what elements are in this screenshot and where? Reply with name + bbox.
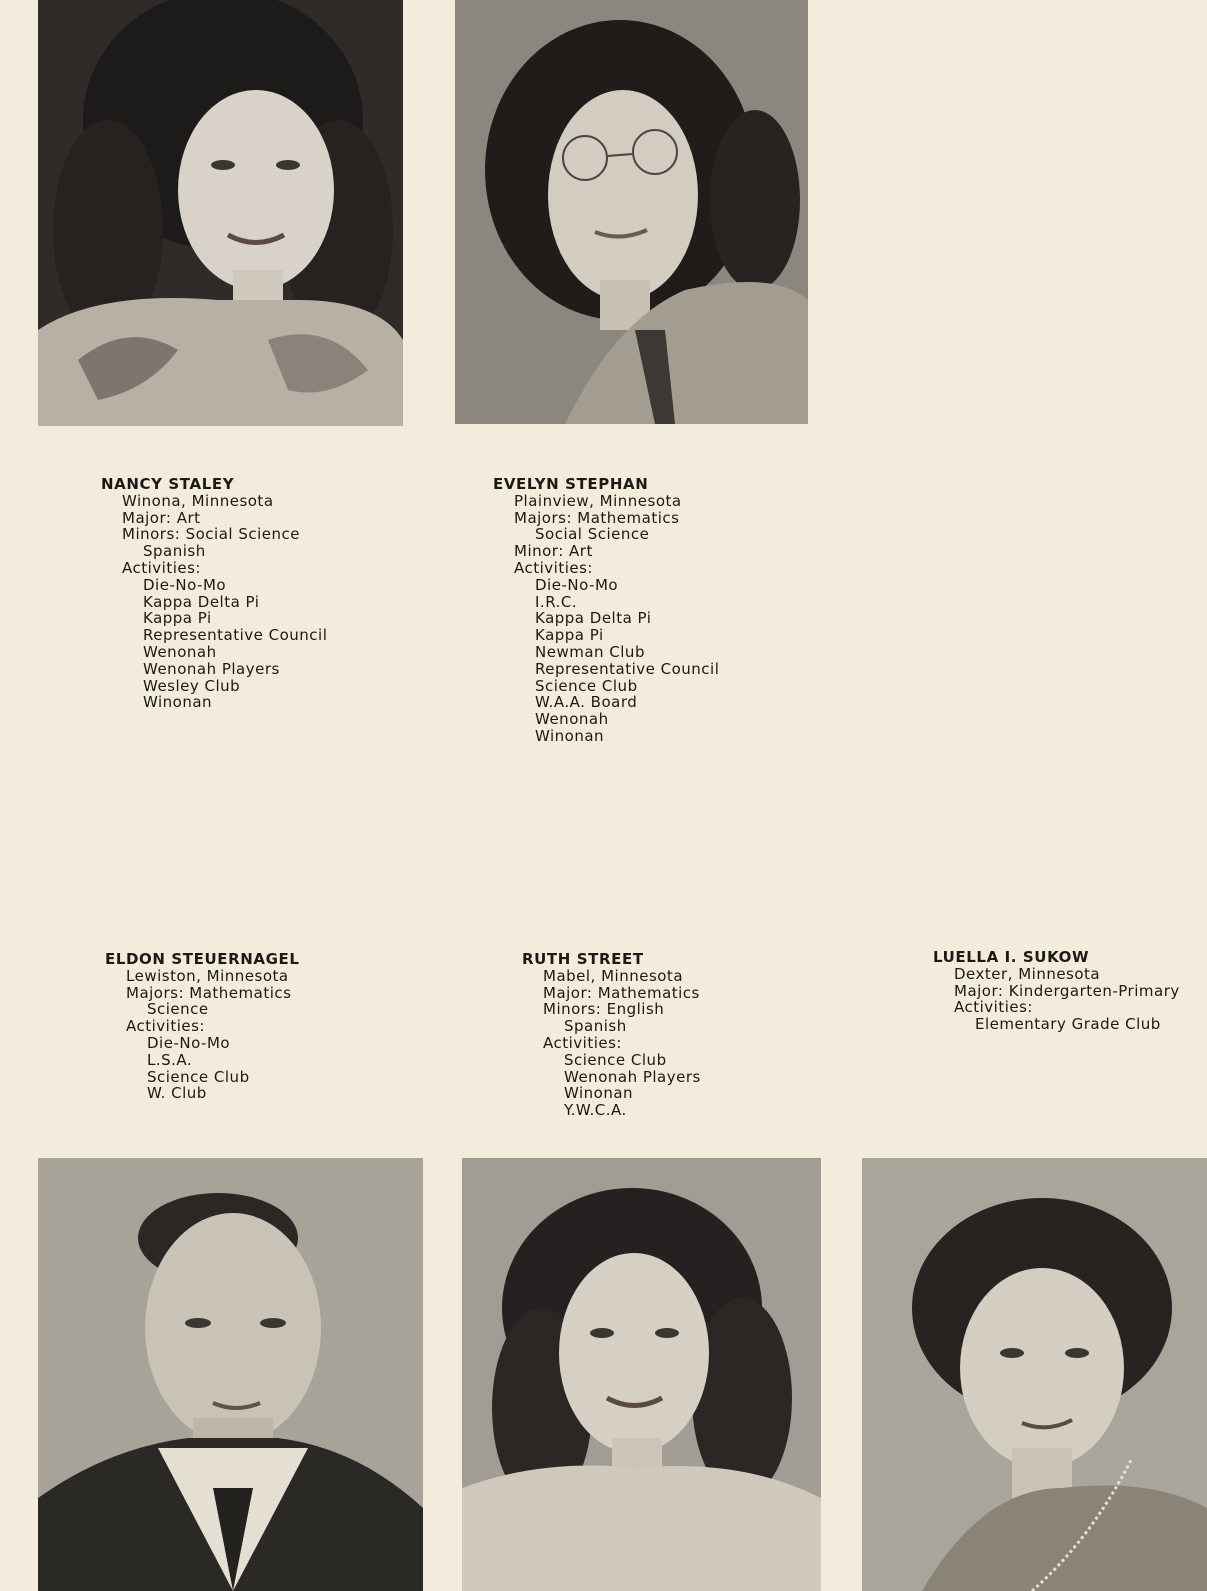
hometown: Plainview, Minnesota bbox=[514, 491, 682, 510]
student-name: LUELLA I. SUKOW bbox=[933, 948, 1090, 966]
portrait-photo-nancy-staley bbox=[38, 0, 403, 426]
portrait-photo-ruth-street bbox=[462, 1158, 821, 1591]
major-item: Science bbox=[147, 1000, 209, 1019]
activities-label: Activities: bbox=[543, 1033, 622, 1052]
activity-item: Wenonah bbox=[143, 642, 217, 661]
activity-item: Representative Council bbox=[143, 626, 328, 645]
activity-item: Kappa Delta Pi bbox=[143, 592, 260, 611]
hometown: Dexter, Minnesota bbox=[954, 964, 1101, 983]
activities-label: Activities: bbox=[122, 558, 201, 577]
portrait-photo-luella-sukow bbox=[862, 1158, 1207, 1591]
activity-item: Die-No-Mo bbox=[143, 575, 227, 594]
entry-luella-sukow bbox=[933, 949, 1180, 1033]
activity-item: Representative Council bbox=[535, 659, 720, 678]
majors: Majors: Mathematics bbox=[126, 983, 292, 1002]
activity-item: Kappa Delta Pi bbox=[535, 609, 652, 628]
entry-evelyn-stephan bbox=[493, 476, 719, 745]
activity-item: Winonan bbox=[564, 1084, 634, 1103]
activity-item: Newman Club bbox=[535, 642, 645, 661]
activities-label: Activities: bbox=[126, 1017, 205, 1036]
activity-item: Die-No-Mo bbox=[535, 575, 619, 594]
student-name: NANCY STALEY bbox=[101, 475, 235, 493]
activity-item: Die-No-Mo bbox=[147, 1033, 231, 1052]
minors: Minors: English bbox=[543, 1000, 665, 1019]
student-name: EVELYN STEPHAN bbox=[493, 475, 649, 493]
activity-item: W. Club bbox=[147, 1084, 207, 1103]
major: Major: Mathematics bbox=[543, 983, 700, 1002]
major-item: Social Science bbox=[535, 525, 650, 544]
activity-item: Y.W.C.A. bbox=[564, 1101, 627, 1120]
activity-item: Kappa Pi bbox=[535, 626, 604, 645]
entry-eldon-steuernagel bbox=[105, 951, 300, 1102]
portrait-photo-eldon-steuernagel bbox=[38, 1158, 423, 1591]
major: Major: Art bbox=[122, 508, 201, 527]
activity-item: Science Club bbox=[535, 676, 638, 695]
activity-item: Wenonah bbox=[535, 710, 609, 729]
activity-item: I.R.C. bbox=[535, 592, 578, 611]
majors: Majors: Mathematics bbox=[514, 508, 680, 527]
activity-item: Elementary Grade Club bbox=[975, 1015, 1161, 1034]
hometown: Winona, Minnesota bbox=[122, 491, 274, 510]
activity-item: Science Club bbox=[564, 1050, 667, 1069]
student-name: RUTH STREET bbox=[522, 950, 644, 968]
activity-item: Wenonah Players bbox=[564, 1067, 701, 1086]
entry-nancy-staley bbox=[101, 476, 327, 711]
entry-ruth-street bbox=[522, 951, 701, 1119]
activity-item: Science Club bbox=[147, 1067, 250, 1086]
minor-item: Spanish bbox=[143, 542, 206, 561]
activity-item: Winonan bbox=[143, 693, 213, 712]
activity-item: Kappa Pi bbox=[143, 609, 212, 628]
activities-label: Activities: bbox=[514, 558, 593, 577]
major: Major: Kindergarten-Primary bbox=[954, 981, 1180, 1000]
portrait-photo-evelyn-stephan bbox=[455, 0, 808, 424]
minor-item: Spanish bbox=[564, 1017, 627, 1036]
student-name: ELDON STEUERNAGEL bbox=[105, 950, 300, 968]
hometown: Lewiston, Minnesota bbox=[126, 966, 289, 985]
minor: Minor: Art bbox=[514, 542, 593, 561]
activities-label: Activities: bbox=[954, 998, 1033, 1017]
activity-item: L.S.A. bbox=[147, 1050, 193, 1069]
activity-item: Wenonah Players bbox=[143, 659, 280, 678]
activity-item: Winonan bbox=[535, 726, 605, 745]
minors: Minors: Social Science bbox=[122, 525, 300, 544]
activity-item: W.A.A. Board bbox=[535, 693, 638, 712]
hometown: Mabel, Minnesota bbox=[543, 966, 684, 985]
activity-item: Wesley Club bbox=[143, 676, 241, 695]
